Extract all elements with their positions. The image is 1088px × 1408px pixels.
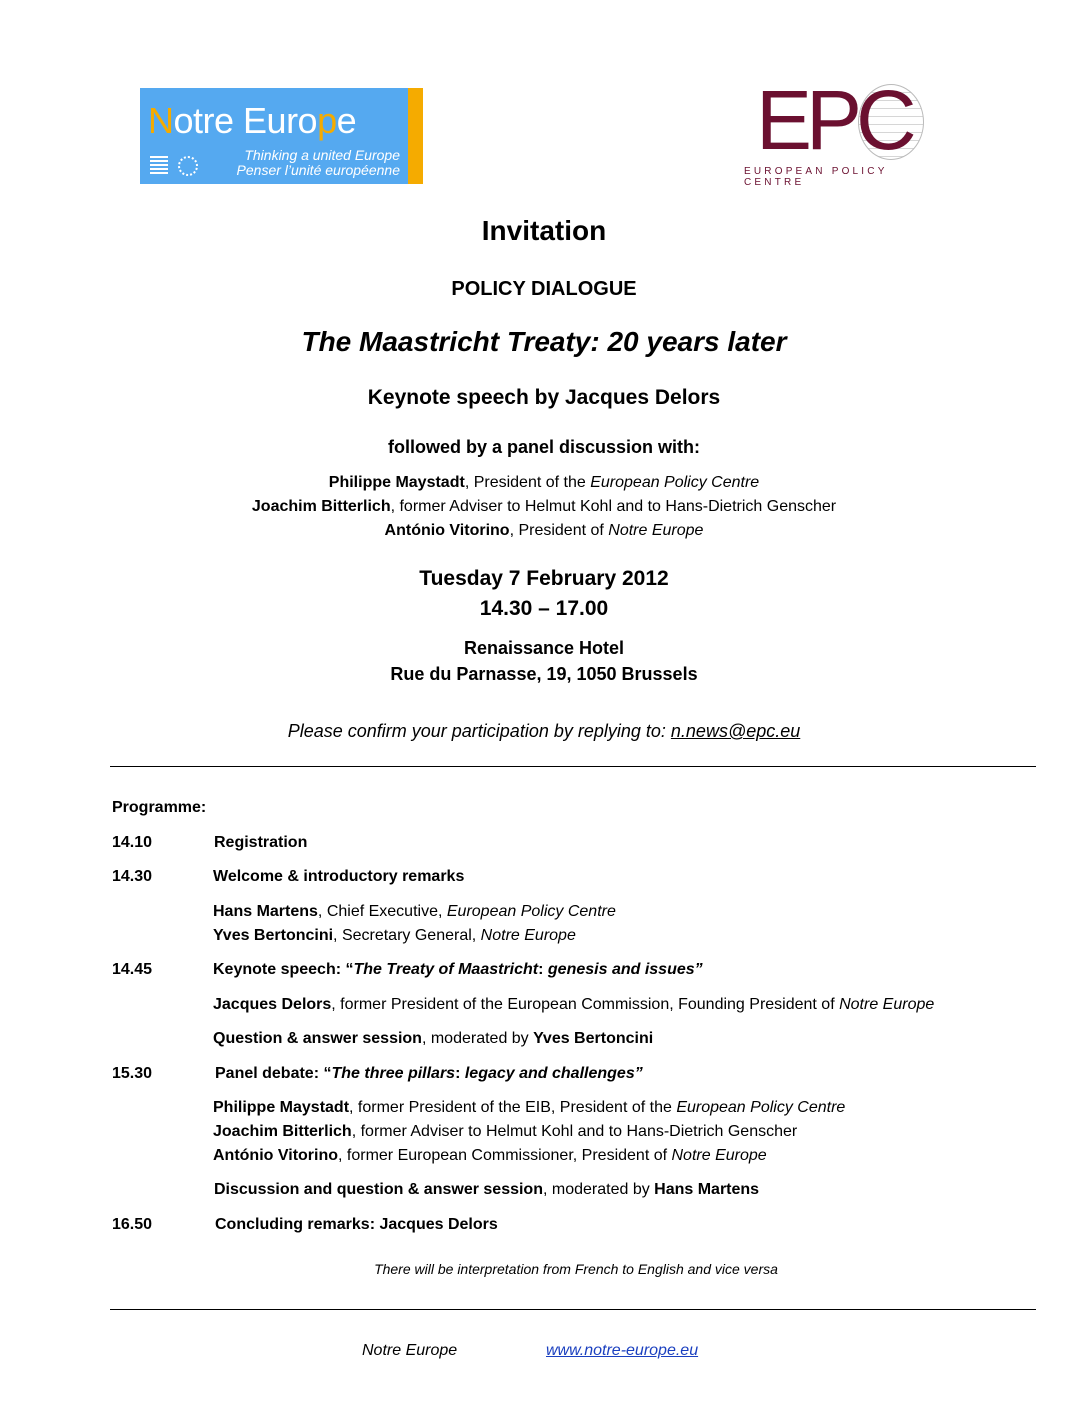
footer-org: Notre Europe [362,1342,458,1359]
footer-website-link[interactable]: www.notre-europe.eu [546,1342,699,1359]
speaker-role: , former President of the European Commission, Founding President of [331,996,840,1013]
divider [110,1309,1036,1310]
event-date: Tuesday 7 February 2012 [419,567,669,590]
qa-label: Discussion and question & answer session [214,1181,543,1198]
item-title: The Treaty of Maastricht [353,961,539,978]
speaker-role: , Chief Executive, [317,903,447,920]
speaker-role: , Secretary General, [333,927,481,944]
speaker-name: António Vitorino [213,1147,339,1164]
logo-tagline: Thinking a united Europe [244,147,400,163]
panel-intro: followed by a panel discussion with: [387,437,701,457]
item-label: Panel debate: “ [215,1065,332,1082]
flag-icon [150,156,168,174]
speaker-line [213,1123,797,1141]
item-title: legacy and challenges” [464,1065,643,1082]
event-type: POLICY DIALOGUE [451,278,637,300]
event-title: The Maastricht Treaty: 20 years later [301,326,787,357]
item-label: Keynote speech: “ [213,961,354,978]
rsvp-line [0,721,1088,742]
eu-stars-icon [178,156,198,176]
speaker-role: , former President of the EIB, President of the [349,1099,677,1116]
programme-heading: Programme: [112,799,207,816]
venue-address: Rue du Parnasse, 19, 1050 Brussels [390,664,698,684]
programme-item: Concluding remarks: Jacques Delors [215,1216,498,1233]
divider [110,766,1036,767]
moderator-name: Yves Bertoncini [533,1030,654,1047]
qa-line [214,1181,759,1199]
speaker-name: Jacques Delors [213,996,332,1013]
moderator-name: Hans Martens [654,1181,760,1198]
programme-item [215,1065,643,1083]
speaker-line [213,1099,845,1117]
programme-time: 15.30 [112,1065,153,1082]
logo-text: otre Euro [173,100,318,141]
speaker-org: European Policy Centre [446,903,616,920]
keynote-line: Keynote speech by Jacques Delors [367,386,721,409]
speaker-role: , former European Commissioner, President of [338,1147,672,1164]
speaker-role: , former Adviser to Helmut Kohl and to Hans-Dietrich Genscher [351,1123,798,1140]
qa-line [213,1030,653,1048]
programme-item: Welcome & introductory remarks [213,868,465,885]
logo-tagline: Penser l’unité européenne [236,162,400,178]
item-sep: : [455,1065,465,1082]
panel-member [0,522,1088,540]
speaker-name: Philippe Maystadt [213,1099,350,1116]
speaker-org: Notre Europe [839,996,935,1013]
epc-letters: EPC [756,73,911,167]
speaker-org: European Policy Centre [676,1099,846,1116]
speaker-name: Hans Martens [213,903,318,920]
speaker-line [213,1147,767,1165]
programme-time: 14.10 [112,834,153,851]
speaker-name: Joachim Bitterlich [213,1123,352,1140]
panelist-role: , President of [509,522,609,539]
panel-member [0,474,1088,492]
venue-name: Renaissance Hotel [463,638,625,658]
item-sep: : [538,961,548,978]
logo-accent-bar [408,88,423,184]
panelist-name: Philippe Maystadt [328,474,465,491]
speaker-line [213,903,616,921]
panelist-role: , President of the [464,474,591,491]
panelist-name: António Vitorino [384,522,510,539]
speaker-org: Notre Europe [480,927,576,944]
epc-logo [740,73,940,188]
programme-time: 14.30 [112,868,153,885]
event-time: 14.30 – 17.00 [479,597,609,620]
programme-item [213,961,703,979]
speaker-name: Yves Bertoncini [213,927,334,944]
qa-label: Question & answer session [213,1030,422,1047]
panelist-role: , former Adviser to Helmut Kohl and to Hans-Dietrich Genscher [390,498,837,515]
panelist-org: European Policy Centre [590,474,760,491]
qa-mid: , moderated by [421,1030,534,1047]
panelist-name: Joachim Bitterlich [251,498,391,515]
logo-text: e [336,100,357,141]
programme-time: 16.50 [112,1216,153,1233]
invitation-heading: Invitation [481,215,607,246]
qa-mid: , moderated by [542,1181,655,1198]
interpretation-note: There will be interpretation from French to English and vice versa [374,1261,778,1277]
rsvp-email-link[interactable]: n.news@epc.eu [670,721,801,741]
programme-time: 14.45 [112,961,153,978]
logo-text: p [317,100,337,141]
epc-subtitle: EUROPEAN POLICY CENTRE [744,166,888,188]
item-title: The three pillars [331,1065,456,1082]
speaker-line [213,996,934,1014]
programme-item: Registration [214,834,308,851]
notre-europe-logo [140,88,414,184]
item-title: genesis and issues” [547,961,703,978]
rsvp-text: Please confirm your participation by replying to: [287,721,671,741]
panel-member [0,498,1088,516]
speaker-line [213,927,576,945]
speaker-org: Notre Europe [671,1147,767,1164]
logo-text: N [148,100,174,141]
panelist-org: Notre Europe [608,522,704,539]
